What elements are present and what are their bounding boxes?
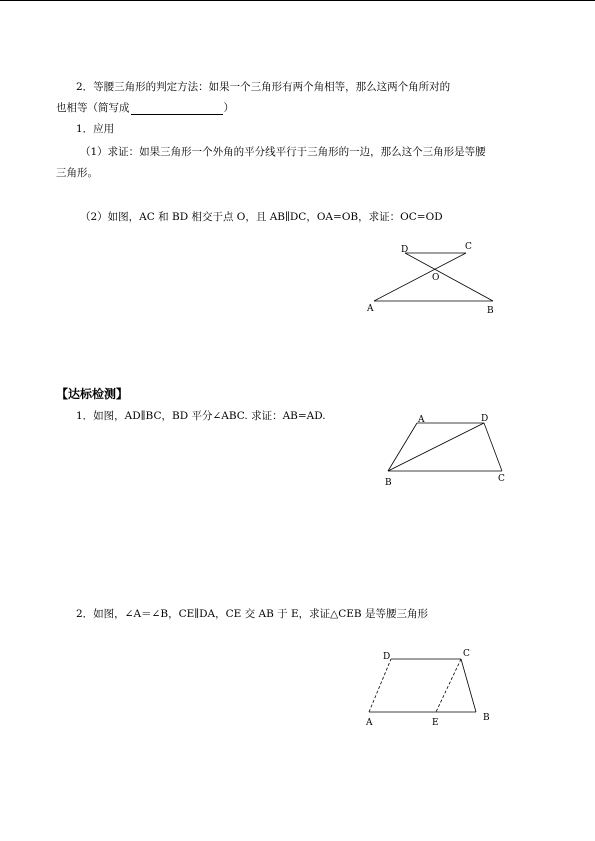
application-heading: 1．应用: [76, 123, 115, 135]
label-a: A: [366, 718, 373, 728]
label-d: D: [481, 414, 489, 424]
label-b: B: [385, 478, 392, 488]
figure-trapezoid: [380, 410, 510, 488]
criterion-text-line1: 2．等腰三角形的判定方法：如果一个三角形有两个角相等，那么这两个角所对的: [76, 81, 451, 93]
label-c: C: [498, 474, 505, 484]
criterion-text-line2-end: ）: [223, 102, 234, 114]
segment-ac: [374, 253, 466, 301]
segment-dc: [484, 423, 502, 471]
figure-hourglass: [365, 238, 505, 320]
problem1-line1: （1）求证：如果三角形一个外角的平分线平行于三角形的一边，那么这个三角形是等腰: [80, 146, 486, 158]
label-d: D: [383, 652, 391, 662]
label-c: C: [465, 242, 472, 252]
problem2-text: （2）如图，AC 和 BD 相交于点 O，且 AB∥DC，OA=OB，求证：OC=OD: [80, 211, 443, 223]
label-b: B: [487, 306, 494, 316]
segment-bd: [405, 253, 493, 301]
label-e: E: [432, 718, 439, 728]
segment-ce: [436, 659, 461, 712]
figure-parallelogram: [360, 645, 500, 730]
label-b: B: [483, 713, 490, 723]
fill-in-blank[interactable]: [131, 104, 223, 115]
label-o: O: [432, 273, 440, 283]
segment-cb: [461, 659, 476, 712]
label-a: A: [418, 415, 425, 425]
practice-q2: 2．如图，∠A＝∠B，CE∥DA，CE 交 AB 于 E，求证△CEB 是等腰三角形: [76, 608, 428, 620]
problem1-line2: 三角形。: [56, 167, 98, 179]
criterion-text-line2-start: 也相等（简写成: [56, 102, 130, 114]
label-d: D: [401, 245, 409, 255]
label-c: C: [463, 649, 470, 659]
criterion-text-line2: [56, 101, 234, 115]
section-heading-practice: 【达标检测】: [56, 387, 129, 401]
segment-ad: [369, 659, 391, 712]
practice-q1: 1．如图，AD∥BC，BD 平分∠ABC. 求证：AB=AD.: [76, 410, 326, 422]
page-top-rule: [0, 0, 595, 1]
label-a: A: [367, 304, 374, 314]
